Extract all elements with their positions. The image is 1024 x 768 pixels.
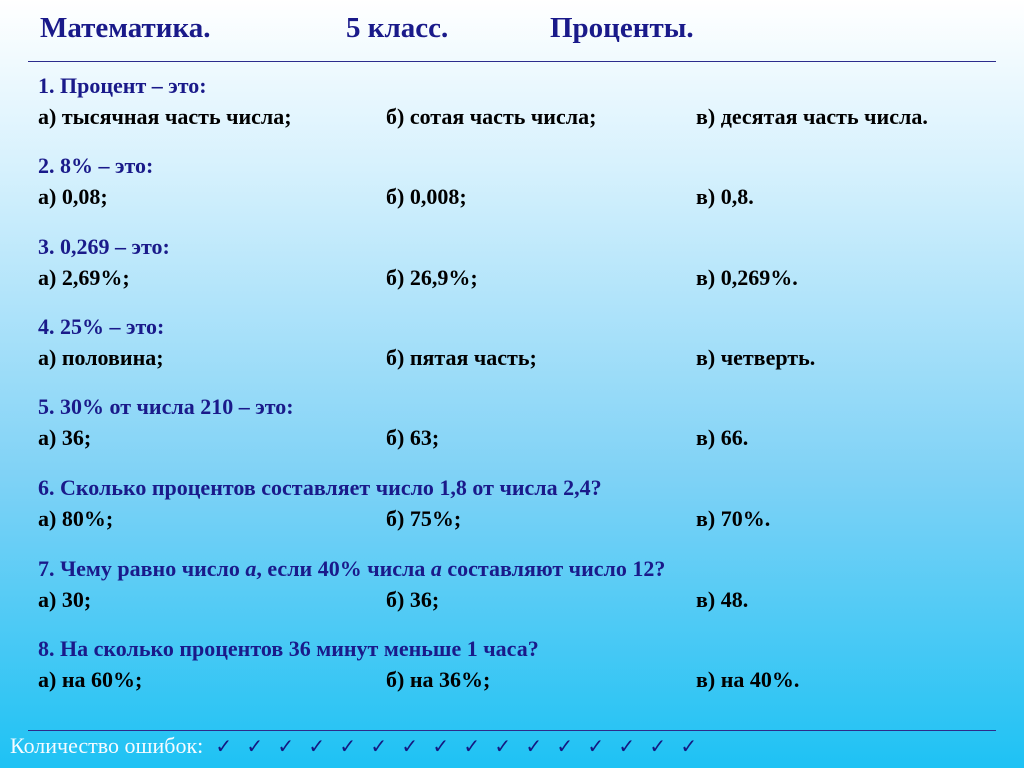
question-text-part: составляют число 12? [441,556,666,581]
answer-option-a: а) 0,08; [38,184,108,209]
question-text-part: , если 40% числа [256,556,431,581]
checkmark-icon[interactable]: ✓ [370,734,388,758]
answer-option-a: а) 30; [38,587,92,612]
answer-option-a: а) 36; [38,425,92,450]
answer-option-b: б) 75%; [386,506,462,531]
question-2 [38,153,998,213]
answer-option-a: а) тысячная часть числа; [38,104,292,129]
answer-option-c: в) 0,8. [696,184,754,209]
error-count-footer [10,733,1010,763]
answer-option-b: б) на 36%; [386,667,491,692]
checkmark-icon[interactable]: ✓ [680,734,698,758]
question-text [38,556,665,582]
subject-title: Математика. [40,12,211,44]
checkmark-icon[interactable]: ✓ [246,734,264,758]
topic-title: Проценты. [550,12,694,44]
question-text: 3. 0,269 – это: [38,234,170,259]
footer-divider [28,730,996,731]
question-text: 4. 25% – это: [38,314,165,339]
checkmark-icon[interactable]: ✓ [587,734,605,758]
question-5 [38,394,998,454]
checkmark-icon[interactable]: ✓ [432,734,450,758]
answer-option-b: б) 26,9%; [386,265,478,290]
variable-a: а [245,556,257,581]
checkmark-icon[interactable]: ✓ [339,734,357,758]
answer-option-a: а) 2,69%; [38,265,130,290]
checkmark-icon[interactable]: ✓ [277,734,295,758]
question-3 [38,234,998,294]
checkmark-icon[interactable]: ✓ [463,734,481,758]
checkmark-icon[interactable]: ✓ [556,734,574,758]
variable-a: а [430,556,442,581]
checkmark-icon[interactable]: ✓ [649,734,667,758]
answer-option-a: а) на 60%; [38,667,143,692]
answer-option-c: в) 48. [696,587,749,612]
answer-option-b: б) пятая часть; [386,345,537,370]
question-text-part: 7. Чему равно число [38,556,246,581]
answer-option-c: в) 66. [696,425,749,450]
answer-option-b: б) 36; [386,587,440,612]
header-divider [28,61,996,62]
question-text: 5. 30% от числа 210 – это: [38,394,294,419]
answer-option-c: в) четверть. [696,345,816,370]
checkmark-icon[interactable]: ✓ [494,734,512,758]
question-8 [38,636,998,696]
answer-option-c: в) 70%. [696,506,771,531]
checkmark-icon[interactable]: ✓ [215,734,233,758]
answer-option-c: в) 0,269%. [696,265,798,290]
question-text: 8. На сколько процентов 36 минут меньше 1 часа? [38,636,539,661]
question-text: 6. Сколько процентов составляет число 1,8 от числа 2,4? [38,475,602,500]
error-count-label: Количество ошибок: [10,733,204,758]
checkmark-icon[interactable]: ✓ [308,734,326,758]
question-text: 1. Процент – это: [38,73,207,98]
answer-option-a: а) половина; [38,345,164,370]
question-text: 2. 8% – это: [38,153,154,178]
checkmark-icon[interactable]: ✓ [618,734,636,758]
answer-option-c: в) десятая часть числа. [696,104,928,129]
answer-option-b: б) сотая часть числа; [386,104,597,129]
slide-header [0,12,1024,52]
question-7 [38,556,998,616]
checkmark-icon[interactable]: ✓ [525,734,543,758]
answer-option-b: б) 63; [386,425,440,450]
question-4 [38,314,998,374]
question-1 [38,73,998,133]
answer-option-c: в) на 40%. [696,667,800,692]
checkmark-row [213,734,709,758]
question-6 [38,475,998,535]
answer-option-a: а) 80%; [38,506,114,531]
checkmark-icon[interactable]: ✓ [401,734,419,758]
grade-title: 5 класс. [346,12,449,44]
answer-option-b: б) 0,008; [386,184,467,209]
